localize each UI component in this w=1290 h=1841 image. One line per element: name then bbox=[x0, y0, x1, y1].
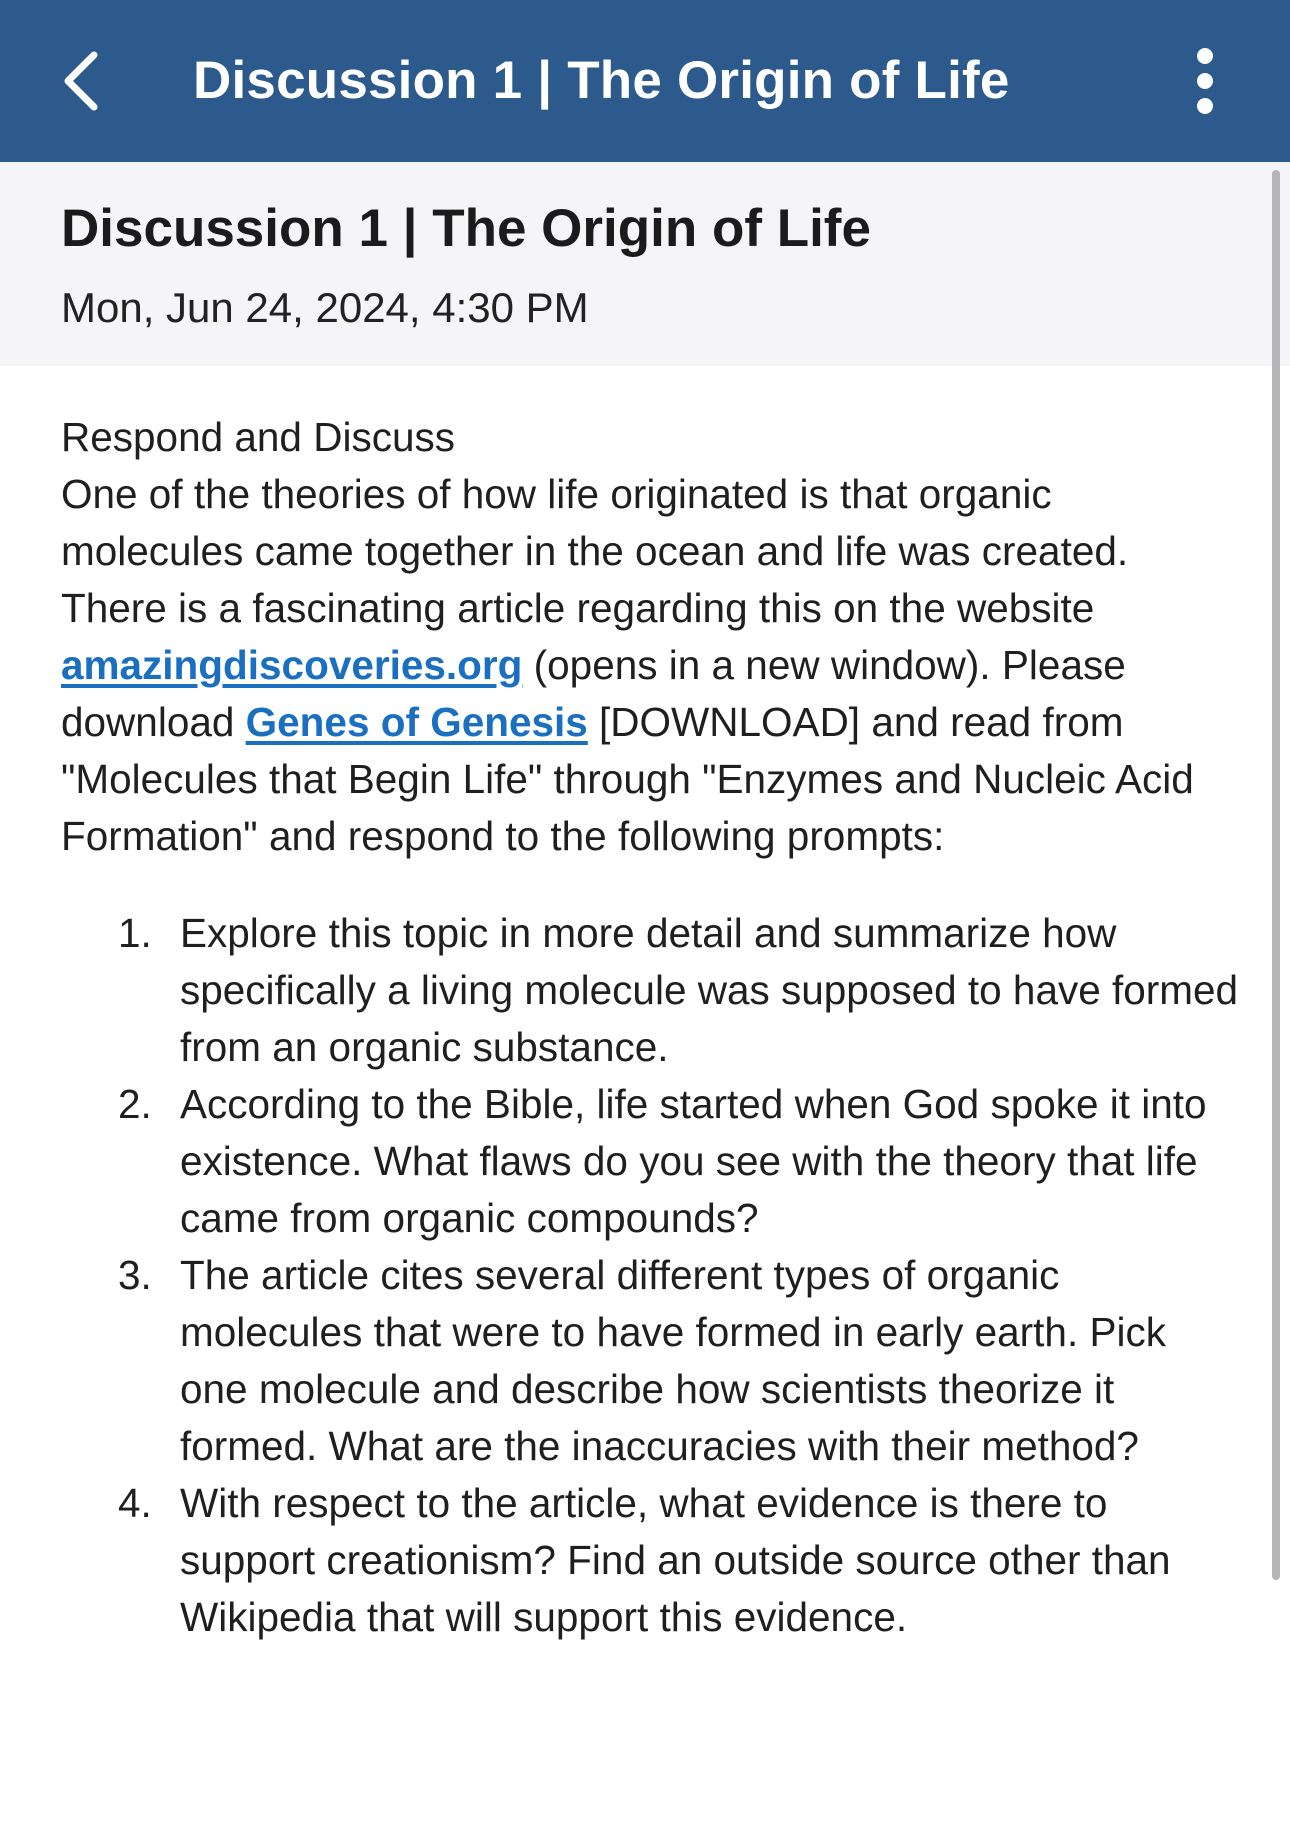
back-button[interactable] bbox=[40, 31, 120, 131]
prompt-item: According to the Bible, life started when God spoke it into existence. What flaws do you see with the theory that life came from organic compounds? bbox=[180, 1081, 1207, 1241]
post-timestamp: Mon, Jun 24, 2024, 4:30 PM bbox=[61, 284, 589, 331]
prompt-item: With respect to the article, what evidence is there to support creationism? Find an outside source other than Wikipedia that will support this evidence. bbox=[180, 1480, 1171, 1640]
body-heading: Respond and Discuss bbox=[61, 414, 455, 460]
intro-text-1: One of the theories of how life originated is that organic molecules came together in the ocean and life was created. There is a fascinating article regarding this on the website bbox=[61, 471, 1129, 631]
discussion-body bbox=[61, 409, 1241, 1646]
genes-of-genesis-link[interactable]: Genes of Genesis bbox=[245, 699, 588, 745]
prompt-item: Explore this topic in more detail and summarize how specifically a living molecule was supposed to have formed from an organic substance. bbox=[180, 910, 1239, 1070]
amazingdiscoveries-link[interactable]: amazingdiscoveries.org bbox=[61, 642, 523, 688]
top-navigation-bar bbox=[0, 0, 1290, 162]
prompts-list bbox=[61, 905, 1241, 1646]
vertical-scrollbar[interactable] bbox=[1272, 170, 1280, 1580]
more-options-button[interactable] bbox=[1170, 36, 1240, 126]
discussion-header bbox=[0, 162, 1290, 366]
body-intro-paragraph bbox=[61, 466, 1241, 865]
intro-text-2: (opens in a new window). Please download bbox=[61, 642, 1126, 745]
prompt-item: The article cites several different types of organic molecules that were to have formed in early earth. Pick one molecule and describe how scientists theorize it formed. What are the inaccuracies with their method? bbox=[180, 1252, 1166, 1469]
nav-title: Discussion 1 | The Origin of Life bbox=[193, 51, 1010, 110]
vertical-ellipsis-icon bbox=[1193, 46, 1217, 116]
chevron-left-icon bbox=[60, 49, 100, 113]
intro-text-3: [DOWNLOAD] and read from "Molecules that Begin Life" through "Enzymes and Nucleic Acid Formation" and respond to the following prompts: bbox=[61, 699, 1194, 859]
page-title: Discussion 1 | The Origin of Life bbox=[61, 199, 871, 258]
